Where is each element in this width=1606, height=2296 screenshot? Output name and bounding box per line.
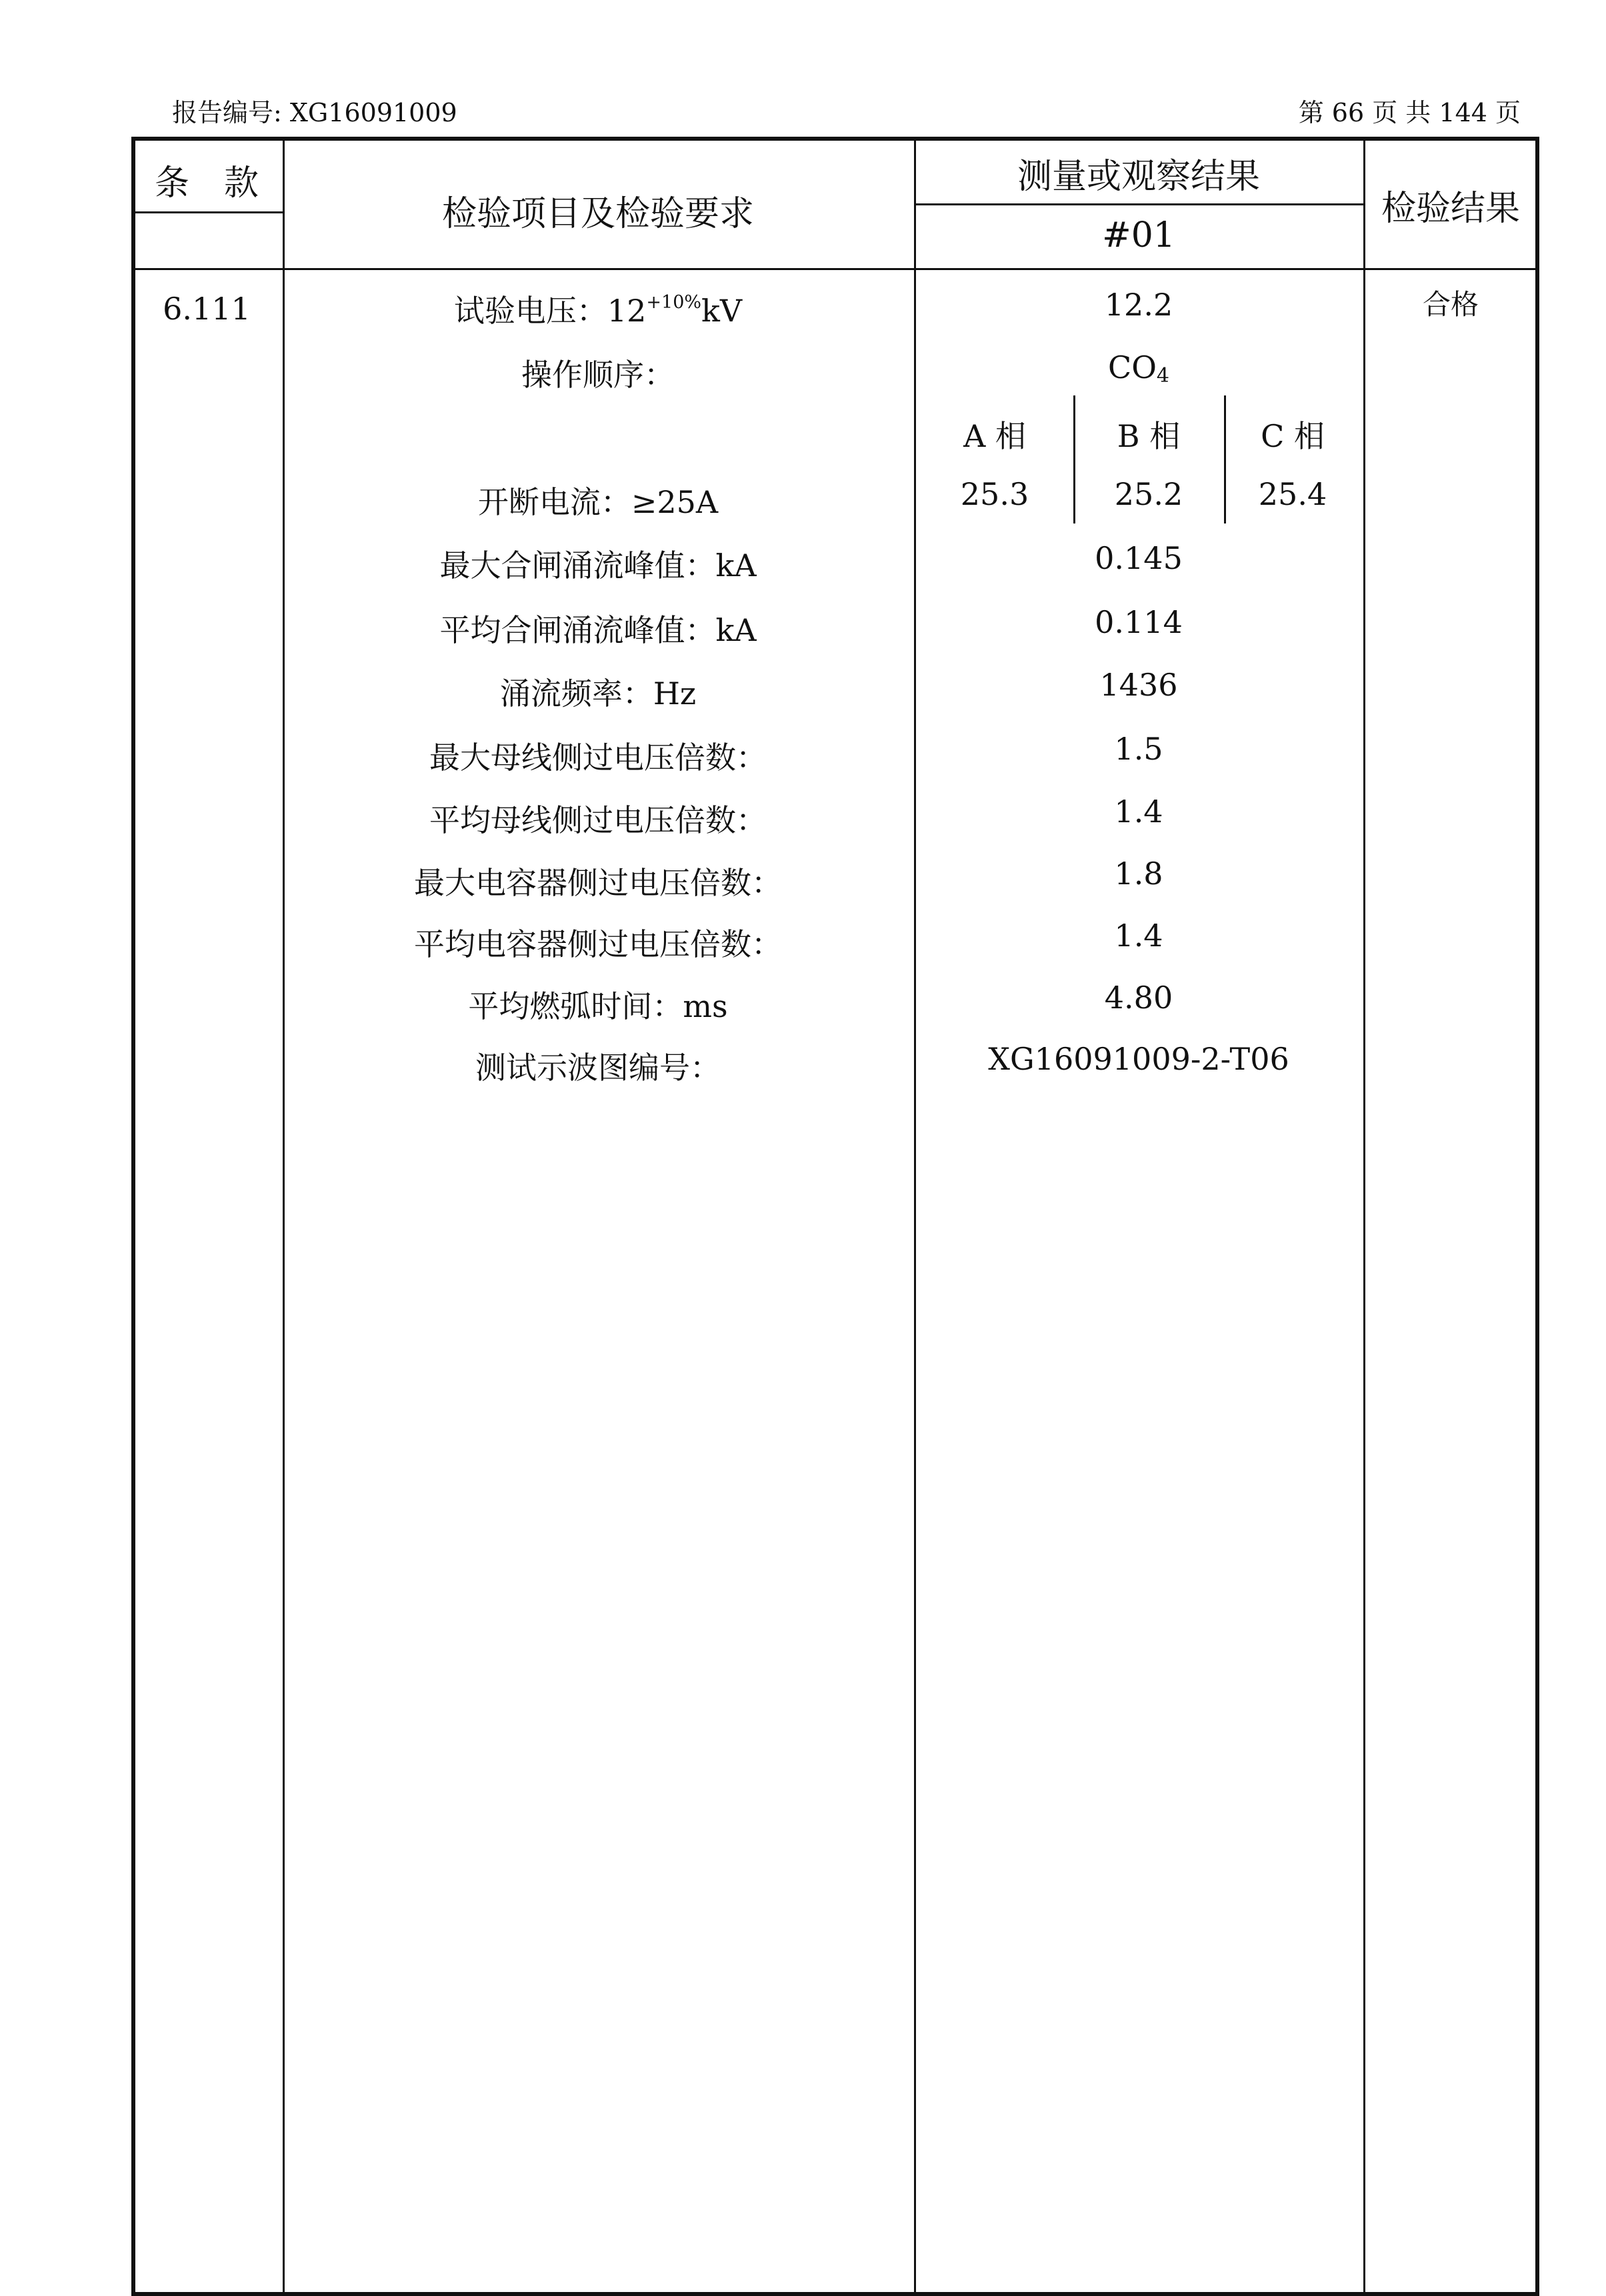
col-divider-item (914, 137, 916, 2296)
item-value: 1.4 (1114, 918, 1163, 954)
result-header-split (914, 203, 1363, 205)
oscillogram-number: XG16091009-2-T06 (988, 1041, 1289, 1077)
breaking-current-label: 开断电流：≥25A (477, 484, 719, 520)
header-bottom-line (131, 268, 1539, 270)
operation-sequence-label: 操作顺序： (521, 357, 675, 393)
item-label: 平均母线侧过电压倍数： (429, 802, 767, 838)
item-value: 1.8 (1114, 856, 1163, 892)
item-label: 最大电容器侧过电压倍数： (414, 865, 782, 901)
measurement-result-header: 测量或观察结果 (1017, 157, 1261, 197)
item-value: 1.5 (1114, 731, 1163, 767)
clause-header: 条 款 (154, 163, 259, 203)
test-voltage-value: 12.2 (1104, 287, 1173, 323)
oscillogram-label: 测试示波图编号： (475, 1050, 721, 1086)
item-value: 1.4 (1114, 794, 1163, 830)
verdict: 合格 (1422, 288, 1479, 321)
item-label: 最大母线侧过电压倍数： (429, 740, 767, 776)
item-value: 1436 (1099, 667, 1178, 703)
clause-header-split (131, 211, 283, 213)
breaking-current-phase-a: 25.3 (960, 476, 1029, 512)
item-label: 涌流频率：Hz (499, 676, 697, 712)
phase-divider-ab (1073, 395, 1075, 523)
item-label: 平均合闸涌流峰值：kA (439, 612, 757, 648)
phase-a-header: A 相 (963, 418, 1026, 454)
col-divider-result (1363, 137, 1365, 2296)
phase-c-header: C 相 (1261, 418, 1325, 454)
clause-number: 6.111 (163, 291, 251, 327)
item-value: 0.145 (1095, 540, 1183, 576)
breaking-current-phase-b: 25.2 (1114, 476, 1183, 512)
phase-b-header: B 相 (1117, 418, 1181, 454)
breaking-current-phase-c: 25.4 (1258, 476, 1327, 512)
report-number: 报告编号: XG16091009 (172, 98, 457, 127)
item-value: 0.114 (1095, 604, 1183, 640)
page-number: 第 66 页 共 144 页 (1298, 98, 1521, 127)
item-value: 4.80 (1104, 980, 1173, 1016)
operation-sequence-value: $CO_4$ (1107, 349, 1170, 387)
sample-number: #01 (1102, 215, 1175, 255)
item-requirement-header: 检验项目及检验要求 (441, 194, 755, 234)
phase-divider-bc (1224, 395, 1226, 523)
inspection-result-header: 检验结果 (1381, 189, 1521, 229)
item-label: 最大合闸涌流峰值：kA (439, 547, 757, 584)
item-label: 平均电容器侧过电压倍数： (414, 926, 782, 962)
item-label: 平均燃弧时间：ms (468, 988, 728, 1024)
test-voltage-label: 试验电压：$12^{+10\%}kV$ (453, 292, 743, 329)
col-divider-clause (283, 137, 285, 2296)
inspection-table (131, 137, 1539, 2296)
